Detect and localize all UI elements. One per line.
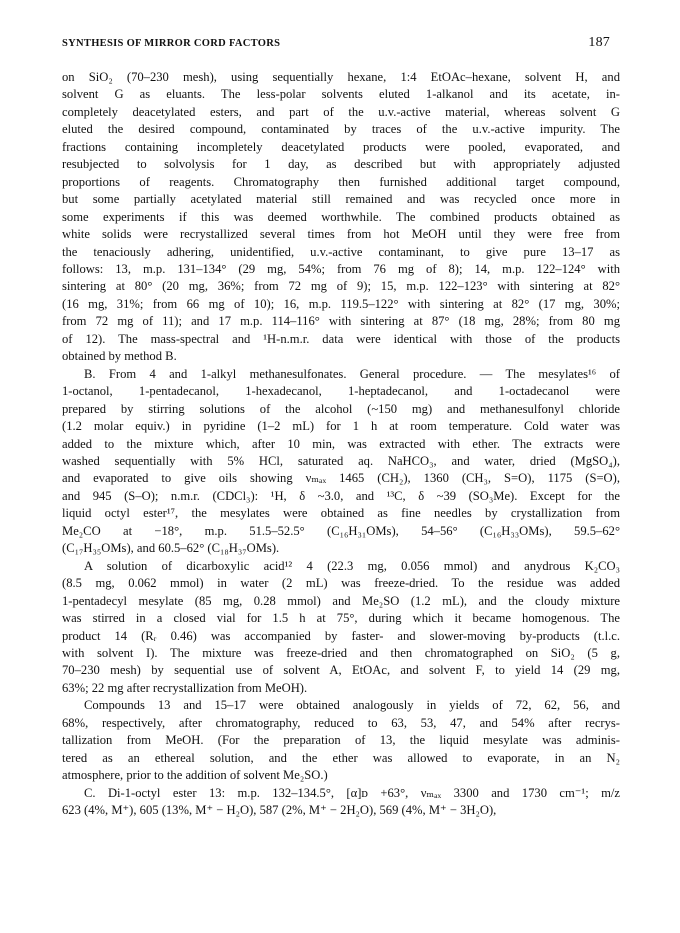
text-line: was stirred in a closed vial for 1.5 h at 75°, during which it became homogenous. The — [62, 611, 620, 626]
text-line: (8.5 mg, 0.062 mmol) in water (2 mL) was freeze-dried. To the residue was added — [62, 576, 620, 591]
text-line: 68%, respectively, after chromatography, reduced to 63, 53, 47, and 54% after recrys- — [62, 715, 620, 730]
text-line: follows: 13, m.p. 131–134° (29 mg, 54%; from 76 mg of 8); 14, m.p. 122–124° with — [62, 261, 620, 276]
text-line: atmosphere, prior to the addition of solvent Me₂SO.) — [62, 768, 328, 783]
text-line: resubjected to solvolysis for 1 day, as described but with appropriately adjusted — [62, 157, 620, 172]
text-line: Compounds 13 and 15–17 were obtained analogously in yields of 72, 62, 56, and — [84, 698, 620, 713]
text-line: (16 mg, 31%; from 66 mg of 10); 16, m.p. 119.5–122° with sintering at 82° (17 mg, 30%; — [62, 296, 620, 311]
text-line: eluted the desired compound, contaminated by traces of the u.v.-active impurity. The — [62, 122, 620, 137]
text-line: and 945 (S–O); n.m.r. (CDCl₃): ¹H, δ ~3.0, and ¹³C, δ ~39 (SO₃Me). Except for the — [62, 488, 620, 503]
text-line: white solids were recrystallized several times from hot MeOH until they were free from — [62, 227, 620, 242]
article-body — [62, 69, 620, 819]
text-line: B. From 4 and 1-alkyl methanesulfonates. General procedure. — The mesylates¹⁶ of — [84, 366, 620, 381]
paragraph-dicarboxylic — [62, 558, 620, 698]
text-line: obtained by method B. — [62, 349, 177, 364]
text-line: prepared by stirring solutions of the alcohol (~150 mg) and methanesulfonyl chloride — [62, 401, 620, 416]
page-header — [62, 37, 610, 53]
text-line: 1-pentadecyl mesylate (85 mg, 0.28 mmol) and Me₂SO (1.2 mL), and the cloudy mixture — [62, 593, 620, 608]
text-line: some experiments if this was deemed worthwhile. The combined products obtained as — [62, 209, 620, 224]
text-line: but some partially acetylated material still remained and was recycled once more in — [62, 192, 620, 207]
text-line: liquid octyl ester¹⁷, the mesylates were obtained as fine needles by crystallization from — [62, 506, 620, 521]
text-line: washed sequentially with 5% HCl, saturated aq. NaHCO₃, and water, dried (MgSO₄), — [62, 453, 620, 468]
text-line: product 14 (Rᵣ 0.46) was accompanied by faster- and slower-moving by-products (t.l.c. — [62, 628, 620, 643]
text-line: proportions of reagents. Chromatography then furnished additional target compound, — [62, 174, 620, 189]
text-line: from 72 mg of 11); and 17 m.p. 114–116° with sintering at 87° (18 mg, 28%; from 80 mg — [62, 314, 620, 329]
text-line: fractions containing incompletely deacetylated products were pooled, evaporated, and — [62, 139, 620, 154]
text-line: sintering at 80° (20 mg, 36%; from 72 mg of 9); 15, m.p. 122–123° with sintering at 82° — [62, 279, 620, 294]
text-line: completely deacetylated esters, and part of the u.v.-active material, whereas solvent G — [62, 104, 620, 119]
text-line: 63%; 22 mg after recrystallization from MeOH). — [62, 680, 308, 695]
text-line: 1-octanol, 1-pentadecanol, 1-hexadecanol, 1-heptadecanol, and 1-octadecanol were — [62, 384, 620, 399]
text-line: A solution of dicarboxylic acid¹² 4 (22.3 mg, 0.056 mmol) and anydrous K₂CO₃ — [84, 558, 620, 573]
running-title: SYNTHESIS OF MIRROR CORD FACTORS — [62, 38, 281, 49]
text-line: on SiO₂ (70–230 mesh), using sequentially hexane, 1:4 EtOAc–hexane, solvent H, and — [62, 70, 620, 84]
text-line: 70–230 mesh) by sequential use of solvent A, EtOAc, and solvent F, to yield 14 (29 mg, — [62, 663, 620, 678]
paragraph-continuation — [62, 69, 620, 366]
text-line: of 12). The mass-spectral and ¹H-n.m.r. data were identical with those of the products — [62, 331, 620, 346]
text-line: Me₂CO at −18°, m.p. 51.5–52.5° (C₁₆H₃₁OMs), 54–56° (C₁₆H₃₃OMs), 59.5–62° — [62, 523, 620, 538]
text-line: tered as an ethereal solution, and the ether was allowed to evaporate, in an N₂ — [62, 750, 620, 765]
text-line: 623 (4%, M⁺), 605 (13%, M⁺ − H₂O), 587 (2%, M⁺ − 2H₂O), 569 (4%, M⁺ − 3H₂O), — [62, 803, 497, 818]
text-line: (1.2 molar equiv.) in pyridine (1–2 mL) for 1 h at room temperature. Cold water was — [62, 419, 620, 434]
paragraph-di-octyl — [62, 785, 620, 820]
text-line: the tenaciously adhering, unidentified, u.v.-active contaminant, to give pure 13–17 as — [62, 244, 620, 259]
paragraph-method-b — [62, 366, 620, 558]
text-line: added to the mixture which, after 10 min, was extracted with ether. The extracts were — [62, 436, 620, 451]
paragraph-compounds — [62, 697, 620, 784]
text-line: solvent G as eluants. The less-polar solvents eluted 1-alkanol and its acetate, in- — [62, 87, 620, 102]
page-number: 187 — [588, 35, 610, 50]
text-line: and evaporated to give oils showing νₘₐₓ 1465 (CH₂), 1360 (CH₃, S=O), 1175 (S=O), — [62, 471, 620, 486]
text-line: tallization from MeOH. (For the preparation of 13, the liquid mesylate was adminis- — [62, 733, 620, 748]
text-line: (C₁₇H₃₅OMs), and 60.5–62° (C₁₈H₃₇OMs). — [62, 541, 280, 556]
text-line: with solvent I). The mixture was freeze-dried and then chromatographed on SiO₂ (5 g, — [62, 645, 620, 660]
text-line: C. Di-1-octyl ester 13: m.p. 132–134.5°, [α]ᴅ +63°, νₘₐₓ 3300 and 1730 cm⁻¹; m/z — [84, 785, 620, 800]
